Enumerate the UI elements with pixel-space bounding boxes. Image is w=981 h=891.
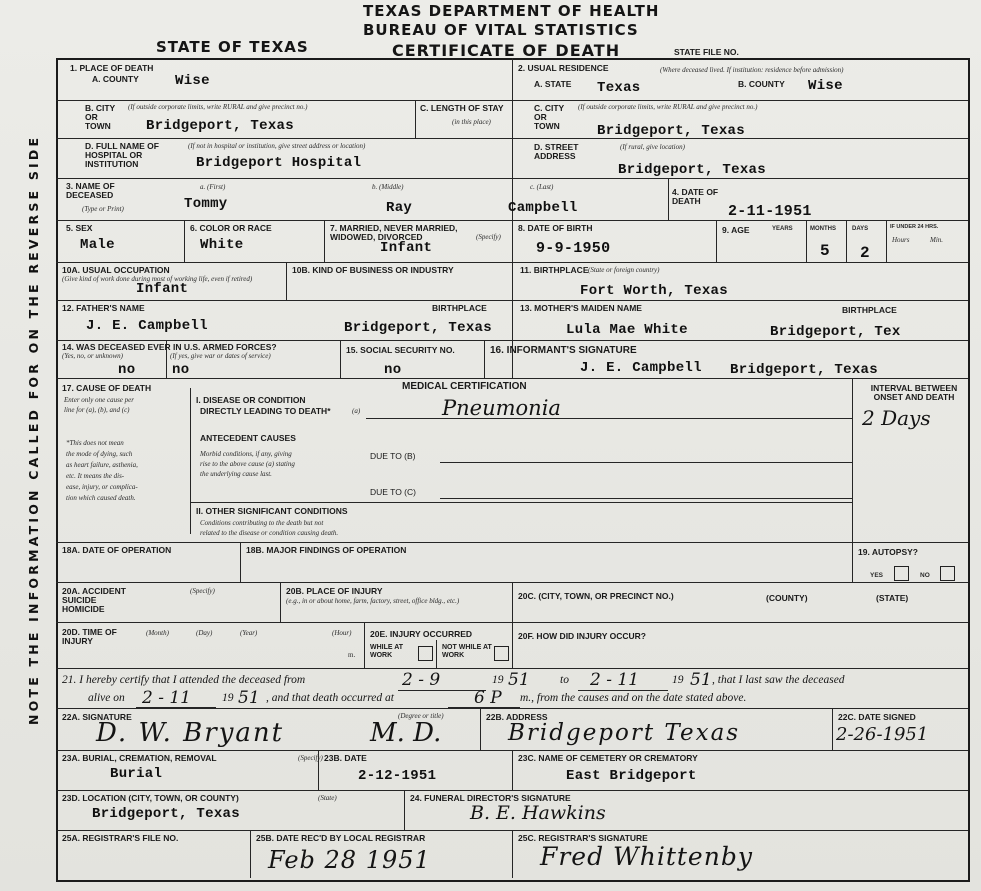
mode-note-4: etc. It means the dis- (66, 472, 125, 480)
race-label: 6. COLOR OR RACE (190, 223, 272, 233)
res-state-label: A. STATE (534, 79, 572, 89)
rule (340, 340, 341, 378)
to-text: to (560, 674, 569, 686)
cemetery-value: East Bridgeport (566, 768, 697, 784)
registrar-file-label: 25A. REGISTRAR'S FILE NO. (62, 833, 179, 843)
header-dept: TEXAS DEPARTMENT OF HEALTH (363, 2, 660, 20)
injury-place-note: (e.g., in or about home, farm, factory, street, office bldg., etc.) (286, 597, 460, 605)
injury-hour: (Hour) (332, 629, 352, 637)
years-label: YEARS (772, 226, 793, 232)
mode-note-5: ease, injury, or complica- (66, 483, 138, 491)
while-at-work-label: WHILE AT WORK (370, 644, 404, 659)
burial-specify: (Specify) (298, 754, 323, 762)
date-of-death-value: 2-11-1951 (728, 203, 812, 220)
rule (190, 502, 852, 503)
res-street-note: (If rural, give location) (620, 143, 685, 151)
race-value: White (200, 237, 244, 253)
date-received-label: 25B. DATE REC'D BY LOCAL REGISTRAR (256, 833, 426, 843)
other-note-2: related to the disease or condition causing death. (200, 529, 339, 537)
burial-value: Burial (110, 766, 163, 782)
physician-signature-label: 22A. SIGNATURE (62, 712, 132, 722)
side-note: NOTE THE INFORMATION CALLED FOR ON THE REVERSE SIDE (26, 134, 41, 725)
rule (324, 220, 325, 262)
cause-note-2: line for (a), (b), and (c) (64, 406, 130, 414)
due-to-b-label: DUE TO (B) (370, 451, 416, 461)
cause-b-line (440, 462, 852, 463)
autopsy-no-label: NO (920, 572, 930, 579)
findings-label: 18B. MAJOR FINDINGS OF OPERATION (246, 545, 407, 555)
injury-year: (Year) (240, 629, 258, 637)
rule (512, 300, 513, 378)
type-or-print-note: (Type or Print) (82, 205, 124, 213)
armed-forces-label: 14. WAS DECEASED EVER IN U.S. ARMED FORCES? (62, 342, 277, 352)
hospital-note: (If not in hospital or institution, give street address or location) (188, 142, 366, 150)
morbid-note-1: Morbid conditions, if any, giving (200, 450, 292, 458)
injury-state-label: (STATE) (876, 593, 909, 603)
physician-address: Bridgeport Texas (508, 720, 741, 746)
res-street-value: Bridgeport, Texas (618, 162, 766, 178)
rule (56, 668, 968, 669)
first-name-value: Tommy (184, 196, 228, 212)
marital-label: 7. MARRIED, NEVER MARRIED, WIDOWED, DIVORCED (330, 223, 458, 242)
interval-value: 2 Days (862, 406, 931, 430)
due-to-c-label: DUE TO (C) (370, 487, 416, 497)
res-city-note: (If outside corporate limits, write RURAL and give precinct no.) (578, 103, 758, 111)
rule (512, 58, 513, 300)
marital-value: Infant (380, 240, 433, 256)
middle-name-label: b. (Middle) (372, 183, 404, 191)
under-24-label: IF UNDER 24 HRS. (890, 224, 939, 230)
injury-place-label: 20B. PLACE OF INJURY (286, 586, 383, 596)
min-label: Min. (930, 236, 944, 244)
deceased-name-label: 3. NAME OF DECEASED (66, 181, 115, 200)
interval-label: INTERVAL BETWEEN ONSET AND DEATH (870, 383, 958, 402)
death-county-value: Wise (175, 73, 210, 89)
informant-label: 16. INFORMANT'S SIGNATURE (490, 345, 637, 356)
funeral-director-signature: B. E. Hawkins (470, 802, 606, 824)
hours-label: Hours (892, 236, 910, 244)
last-name-label: c. (Last) (530, 183, 554, 191)
location-state-label: (State) (318, 794, 337, 802)
marital-note: (Specify) (476, 233, 501, 241)
hospital-label: D. FULL NAME OF HOSPITAL OR INSTITUTION (85, 141, 159, 169)
not-while-at-work-checkbox[interactable] (494, 646, 509, 661)
birth-date-value: 9-9-1950 (536, 240, 611, 257)
age-days-value: 2 (860, 244, 870, 262)
father-name-label: 12. FATHER'S NAME (62, 303, 145, 313)
rule (56, 542, 968, 543)
operation-date-label: 18A. DATE OF OPERATION (62, 545, 172, 555)
res-city-value: Bridgeport, Texas (597, 123, 745, 139)
registrar-signature: Fred Whittenby (540, 842, 753, 871)
mother-birthplace-value: Bridgeport, Tex (770, 324, 901, 340)
rule (240, 542, 241, 582)
morbid-note-3: the underlying cause last. (200, 470, 272, 478)
cause-of-death-label: 17. CAUSE OF DEATH (62, 383, 152, 393)
disease-condition-label: I. DISEASE OR CONDITION (196, 395, 306, 405)
date-of-death-label: 4. DATE OF DEATH (672, 187, 719, 206)
header-state: STATE OF TEXAS (156, 38, 309, 56)
months-label: MONTHS (810, 226, 836, 232)
rule (184, 220, 185, 262)
date-received-value: Feb 28 1951 (268, 846, 431, 874)
cert-text-2b: m., from the causes and on the date stated above. (520, 692, 747, 704)
rule (668, 178, 669, 220)
rule (806, 220, 807, 262)
first-name-label: a. (First) (200, 183, 226, 191)
from-year: 51 (508, 670, 530, 690)
antecedent-label: ANTECEDENT CAUSES (200, 433, 296, 443)
how-injury-label: 20F. HOW DID INJURY OCCUR? (518, 631, 646, 641)
injury-m: m. (348, 651, 356, 659)
rule (852, 542, 853, 582)
occupation-label: 10A. USUAL OCCUPATION (62, 265, 170, 275)
mode-note-1: *This does not mean (66, 439, 124, 447)
alive-date: 2 - 11 (142, 688, 191, 708)
cause-a-marker: (a) (352, 407, 361, 415)
directly-leading-label: DIRECTLY LEADING TO DEATH* (200, 406, 331, 416)
birth-date-label: 8. DATE OF BIRTH (518, 223, 593, 233)
cert-text-1: 21. I hereby certify that I attended the deceased from (62, 674, 306, 686)
rule (364, 622, 365, 668)
burial-date-label: 23B. DATE (324, 753, 367, 763)
year-prefix-2: 19 (672, 674, 684, 686)
other-conditions-label: II. OTHER SIGNIFICANT CONDITIONS (196, 506, 348, 516)
year-prefix-3: 19 (222, 692, 234, 704)
physician-signature: D. W. Bryant (96, 718, 285, 748)
rule (190, 388, 191, 534)
rule (404, 790, 405, 830)
days-label: DAYS (852, 226, 869, 232)
cause-a-line (366, 418, 852, 419)
armed-value: no (118, 362, 136, 378)
death-city-note: (If outside corporate limits, write RURAL and give precinct no.) (128, 103, 308, 111)
father-birthplace-label: BIRTHPLACE (432, 303, 487, 313)
to-year: 51 (690, 670, 712, 690)
state-file-label: STATE FILE NO. (674, 47, 739, 57)
informant-value: J. E. Campbell (580, 360, 702, 376)
registrar-signature-label: 25C. REGISTRAR'S SIGNATURE (518, 833, 648, 843)
ssn-label: 15. SOCIAL SECURITY NO. (346, 345, 455, 355)
mother-name-value: Lula Mae White (566, 322, 688, 338)
father-name-value: J. E. Campbell (86, 318, 208, 334)
occurred-text: , and that death occurred at (266, 692, 394, 704)
birthplace-value: Fort Worth, Texas (580, 283, 728, 299)
stay-note: (in this place) (452, 118, 491, 126)
death-time: 6 P (474, 688, 502, 708)
injury-occurred-label: 20E. INJURY OCCURRED (370, 629, 473, 639)
res-city-label: C. CITY OR TOWN (534, 103, 565, 131)
rule (56, 378, 968, 379)
age-label: 9. AGE (722, 225, 750, 235)
header-bureau: BUREAU OF VITAL STATISTICS (363, 21, 639, 39)
rule (512, 582, 513, 668)
cemetery-label: 23C. NAME OF CEMETERY OR CREMATORY (518, 753, 698, 763)
mother-birthplace-label: BIRTHPLACE (842, 305, 897, 315)
accident-label: 20A. ACCIDENT SUICIDE HOMICIDE (62, 586, 126, 614)
usual-residence-label: 2. USUAL RESIDENCE (518, 63, 609, 73)
rule (280, 582, 281, 622)
residence-note: (Where deceased lived. If institution: residence before admission) (660, 66, 844, 74)
death-city-value: Bridgeport, Texas (146, 118, 294, 134)
birthplace-note: (State or foreign country) (588, 266, 660, 274)
from-line (398, 690, 486, 691)
not-while-at-work-label: NOT WHILE AT WORK (442, 644, 492, 659)
burial-label: 23A. BURIAL, CREMATION, REMOVAL (62, 753, 217, 763)
middle-name-value: Ray (386, 200, 413, 216)
father-birthplace-value: Bridgeport, Texas (344, 320, 492, 336)
rule (436, 640, 437, 668)
autopsy-no-checkbox[interactable] (940, 566, 955, 581)
rule (832, 708, 833, 750)
hospital-value: Bridgeport Hospital (196, 155, 362, 171)
rule (250, 830, 251, 878)
last-name-value: Campbell (508, 200, 578, 216)
birthplace-label: 11. BIRTHPLACE (520, 265, 589, 275)
mode-note-6: tion which caused death. (66, 494, 136, 502)
location-value: Bridgeport, Texas (92, 806, 240, 822)
death-county-label: A. COUNTY (92, 74, 139, 84)
res-county-value: Wise (808, 78, 843, 94)
res-state-value: Texas (597, 80, 641, 96)
mode-note-2: the mode of dying, such (66, 450, 133, 458)
rule (512, 100, 968, 101)
burial-date-value: 2-12-1951 (358, 768, 437, 784)
autopsy-yes-label: YES (870, 572, 884, 579)
injury-county-label: (COUNTY) (766, 593, 808, 603)
sex-label: 5. SEX (66, 223, 93, 233)
length-of-stay-label: C. LENGTH OF STAY (420, 103, 504, 113)
autopsy-yes-checkbox[interactable] (894, 566, 909, 581)
rule (56, 100, 512, 101)
cert-text-1b: , that I last saw the deceased (712, 674, 845, 686)
res-county-label: B. COUNTY (738, 79, 785, 89)
rule (512, 750, 513, 790)
war-value: no (172, 362, 190, 378)
place-of-death-label: 1. PLACE OF DEATH (70, 63, 154, 73)
ssn-value: no (384, 362, 402, 378)
war-note: (If yes, give war or dates of service) (170, 352, 271, 360)
armed-note: (Yes, no, or unknown) (62, 352, 123, 360)
while-at-work-checkbox[interactable] (418, 646, 433, 661)
cause-note-1: Enter only one cause per (64, 396, 134, 404)
injury-day: (Day) (196, 629, 213, 637)
accident-specify: (Specify) (190, 587, 215, 595)
date-signed-label: 22C. DATE SIGNED (838, 712, 916, 722)
other-note-1: Conditions contributing to the death but not (200, 519, 324, 527)
alive-year: 51 (238, 688, 260, 708)
sex-value: Male (80, 237, 115, 253)
injury-city-label: 20C. (CITY, TOWN, OR PRECINCT NO.) (518, 591, 674, 601)
date-signed-value: 2-26-1951 (836, 724, 929, 745)
cause-a-value: Pneumonia (442, 396, 561, 420)
rule (415, 100, 416, 138)
mother-name-label: 13. MOTHER'S MAIDEN NAME (520, 303, 642, 313)
rule (512, 830, 513, 878)
funeral-director-label: 24. FUNERAL DIRECTOR'S SIGNATURE (410, 793, 571, 803)
from-date: 2 - 9 (402, 670, 441, 690)
injury-time-label: 20D. TIME OF INJURY (62, 627, 117, 646)
rule (846, 220, 847, 262)
informant-place-value: Bridgeport, Texas (730, 362, 878, 378)
rule (484, 340, 485, 378)
death-city-label: B. CITY OR TOWN (85, 103, 116, 131)
mode-note-3: as heart failure, asthenia, (66, 461, 138, 469)
business-label: 10B. KIND OF BUSINESS OR INDUSTRY (292, 265, 454, 275)
rule (480, 708, 481, 750)
physician-degree: M. D. (370, 718, 442, 748)
medical-cert-title: MEDICAL CERTIFICATION (402, 381, 527, 392)
rule (886, 220, 887, 262)
occupation-value: Infant (136, 281, 189, 297)
age-months-value: 5 (820, 242, 830, 260)
rule (852, 378, 853, 542)
to-line (578, 690, 668, 691)
degree-label: (Degree or title) (398, 712, 444, 720)
physician-address-label: 22B. ADDRESS (486, 712, 548, 722)
alive-on-text: alive on (88, 692, 125, 704)
header-title: CERTIFICATE OF DEATH (392, 41, 621, 60)
to-date: 2 - 11 (590, 670, 639, 690)
year-prefix-1: 19 (492, 674, 504, 686)
cause-c-line (440, 498, 852, 499)
rule (56, 790, 968, 791)
rule (716, 220, 717, 262)
autopsy-label: 19. AUTOPSY? (858, 547, 918, 557)
location-label: 23D. LOCATION (CITY, TOWN, OR COUNTY) (62, 793, 239, 803)
rule (56, 138, 512, 139)
occupation-note: (Give kind of work done during most of working life, even if retired) (62, 275, 253, 283)
injury-month: (Month) (146, 629, 169, 637)
morbid-note-2: rise to the above cause (a) stating (200, 460, 295, 468)
res-street-label: D. STREET ADDRESS (534, 142, 579, 161)
